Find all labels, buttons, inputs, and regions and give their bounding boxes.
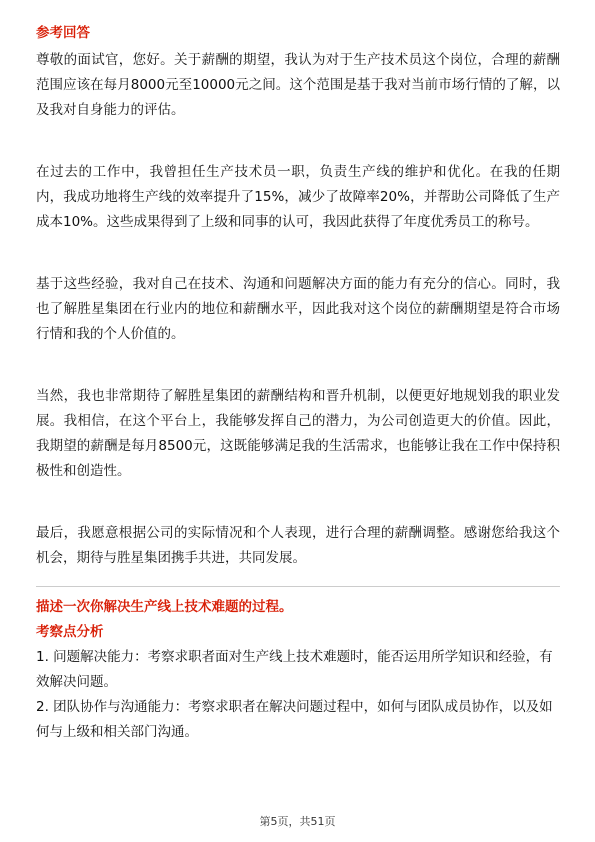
page-content	[36, 22, 560, 745]
page-number: 第5页，共51页	[259, 815, 336, 828]
analysis-point-1: 1. 问题解决能力：考察求职者面对生产线上技术难题时，能否运用所学知识和经验，有效解决问题。	[36, 649, 553, 690]
analysis-heading: 考察点分析	[36, 624, 104, 640]
section-divider	[36, 586, 560, 587]
analysis-point-2: 2. 团队协作与沟通能力：考察求职者在解决问题过程中，如何与团队成员协作，以及如何与上级和相关部门沟通。	[36, 699, 553, 740]
answer-paragraph-5: 最后，我愿意根据公司的实际情况和个人表现，进行合理的薪酬调整。感谢您给我这个机会，期待与胜星集团携手共进，共同发展。	[36, 525, 560, 566]
question-title: 描述一次你解决生产线上技术难题的过程。	[36, 599, 293, 615]
answer-paragraph-1: 尊敬的面试官，您好。关于薪酬的期望，我认为对于生产技术员这个岗位，合理的薪酬范围应该在每月8000元至10000元之间。这个范围是基于我对当前市场行情的了解，以及我对自身能力的评估。	[36, 52, 560, 118]
answer-paragraph-3: 基于这些经验，我对自己在技术、沟通和问题解决方面的能力有充分的信心。同时，我也了解胜星集团在行业内的地位和薪酬水平，因此我对这个岗位的薪酬期望是符合市场行情和我的个人价值的。	[36, 276, 560, 342]
reference-answer-heading: 参考回答	[36, 25, 90, 41]
answer-paragraph-2: 在过去的工作中，我曾担任生产技术员一职，负责生产线的维护和优化。在我的任期内，我成功地将生产线的效率提升了15%，减少了故障率20%，并帮助公司降低了生产成本10%。这些成果得到了上级和同事的认可，我因此获得了年度优秀员工的称号。	[36, 164, 560, 230]
answer-paragraph-4: 当然，我也非常期待了解胜星集团的薪酬结构和晋升机制，以便更好地规划我的职业发展。我相信，在这个平台上，我能够发挥自己的潜力，为公司创造更大的价值。因此，我期望的薪酬是每月8500元，这既能够满足我的生活需求，也能够让我在工作中保持积极性和创造性。	[36, 388, 560, 479]
